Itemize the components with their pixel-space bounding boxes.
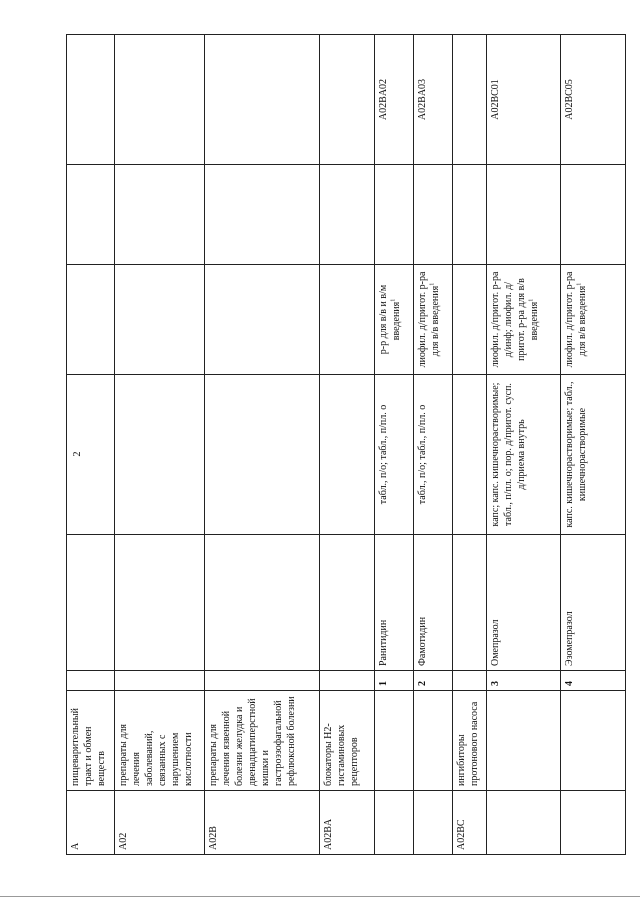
- atc-group-code: A02BA: [320, 791, 374, 855]
- empty-cell: [374, 165, 413, 265]
- drug-name: Омепразол: [486, 535, 560, 671]
- table-row: [560, 35, 625, 855]
- table-row: [413, 35, 452, 855]
- atc-group-name: [413, 691, 452, 791]
- atc-group-name: пищеварительный тракт и обмен веществ: [67, 691, 115, 791]
- injection-forms: лиофил. д/пригот. р-ра для в/в введения$^1$: [413, 265, 452, 375]
- row-number: 3: [486, 671, 560, 691]
- injection-forms: лиофил. д/пригот. р-ра для в/в введения$^1$: [560, 265, 625, 375]
- footnote-marker: 1: [390, 298, 397, 302]
- page-number: 2: [72, 451, 83, 457]
- atc-group-code: [560, 791, 625, 855]
- atc-group-name: [374, 691, 413, 791]
- atc-group-code: [374, 791, 413, 855]
- table-row: [486, 35, 560, 855]
- atc-code: A02BA03: [413, 35, 452, 165]
- row-number: 1: [374, 671, 413, 691]
- empty-cell: [67, 165, 115, 265]
- atc-code: [67, 35, 115, 165]
- atc-group-name: препараты для лечения заболеваний, связанных с нарушением кислотности: [114, 691, 204, 791]
- atc-group-code: A02B: [205, 791, 320, 855]
- empty-cell: [486, 165, 560, 265]
- drug-list-table: [66, 35, 626, 855]
- drug-name: Эзомепразол: [560, 535, 625, 671]
- injection-forms: [320, 265, 374, 375]
- atc-group-name: [560, 691, 625, 791]
- row-number: [114, 671, 204, 691]
- injection-forms: [114, 265, 204, 375]
- dosage-forms: [67, 375, 115, 535]
- drug-name: [205, 535, 320, 671]
- table-row: [205, 35, 320, 855]
- bottom-rule: [0, 896, 640, 897]
- dosage-forms: табл., п/о; табл., п/пл. о: [374, 375, 413, 535]
- atc-code: A02BC01: [486, 35, 560, 165]
- table-row: [67, 35, 115, 855]
- dosage-forms: [320, 375, 374, 535]
- injection-forms: р-р для в/в и в/м введения$^1$: [374, 265, 413, 375]
- atc-group-code: A02BC: [453, 791, 487, 855]
- atc-code: A02BA02: [374, 35, 413, 165]
- row-number: 2: [413, 671, 452, 691]
- dosage-forms: табл., п/о; табл., п/пл. о: [413, 375, 452, 535]
- empty-cell: [205, 165, 320, 265]
- dosage-forms: [114, 375, 204, 535]
- drug-name: Фамотидин: [413, 535, 452, 671]
- row-number: [320, 671, 374, 691]
- row-number: 4: [560, 671, 625, 691]
- atc-group-code: [486, 791, 560, 855]
- atc-group-code: A02: [114, 791, 204, 855]
- dosage-forms: [453, 375, 487, 535]
- atc-group-name: блокаторы Н2-гистаминовых рецепторов: [320, 691, 374, 791]
- dosage-forms: [205, 375, 320, 535]
- atc-code: A02BC05: [560, 35, 625, 165]
- empty-cell: [453, 165, 487, 265]
- row-number: [67, 671, 115, 691]
- drug-name: [67, 535, 115, 671]
- dosage-forms: капс; капс. кишечнорастворимые; табл., п/пл. о; пор. д/пригот. сусп. д/приема внутрь: [486, 375, 560, 535]
- empty-cell: [320, 165, 374, 265]
- table-row: [114, 35, 204, 855]
- atc-group-name: ингибиторы протонового насоса: [453, 691, 487, 791]
- atc-code: [114, 35, 204, 165]
- table-row: [453, 35, 487, 855]
- drug-name: [114, 535, 204, 671]
- drug-name: Ранитидин: [374, 535, 413, 671]
- injection-forms: [205, 265, 320, 375]
- empty-cell: [114, 165, 204, 265]
- atc-group-name: [486, 691, 560, 791]
- footnote-marker: 1: [576, 282, 583, 286]
- drug-name: [453, 535, 487, 671]
- empty-cell: [560, 165, 625, 265]
- atc-code: [205, 35, 320, 165]
- atc-group-code: [413, 791, 452, 855]
- atc-group-name: препараты для лечения язвенной болезни желудка и двенадцатиперстной кишки и гастроэзофагальной рефлюксной болезни: [205, 691, 320, 791]
- injection-forms: [453, 265, 487, 375]
- row-number: [205, 671, 320, 691]
- atc-code: [453, 35, 487, 165]
- footnote-marker: 1: [528, 298, 535, 302]
- dosage-forms: капс. кишечнорастворимые; табл., кишечнорастворимые: [560, 375, 625, 535]
- empty-cell: [413, 165, 452, 265]
- drug-name: [320, 535, 374, 671]
- atc-code: [320, 35, 374, 165]
- table-row: [320, 35, 374, 855]
- injection-forms: лиофил. д/пригот. р-ра д/инф; лиофил. д/пригот. р-ра для в/в введения$^1$: [486, 265, 560, 375]
- injection-forms: [67, 265, 115, 375]
- table-row: [374, 35, 413, 855]
- row-number: [453, 671, 487, 691]
- footnote-marker: 1: [429, 282, 436, 286]
- atc-group-code: A: [67, 791, 115, 855]
